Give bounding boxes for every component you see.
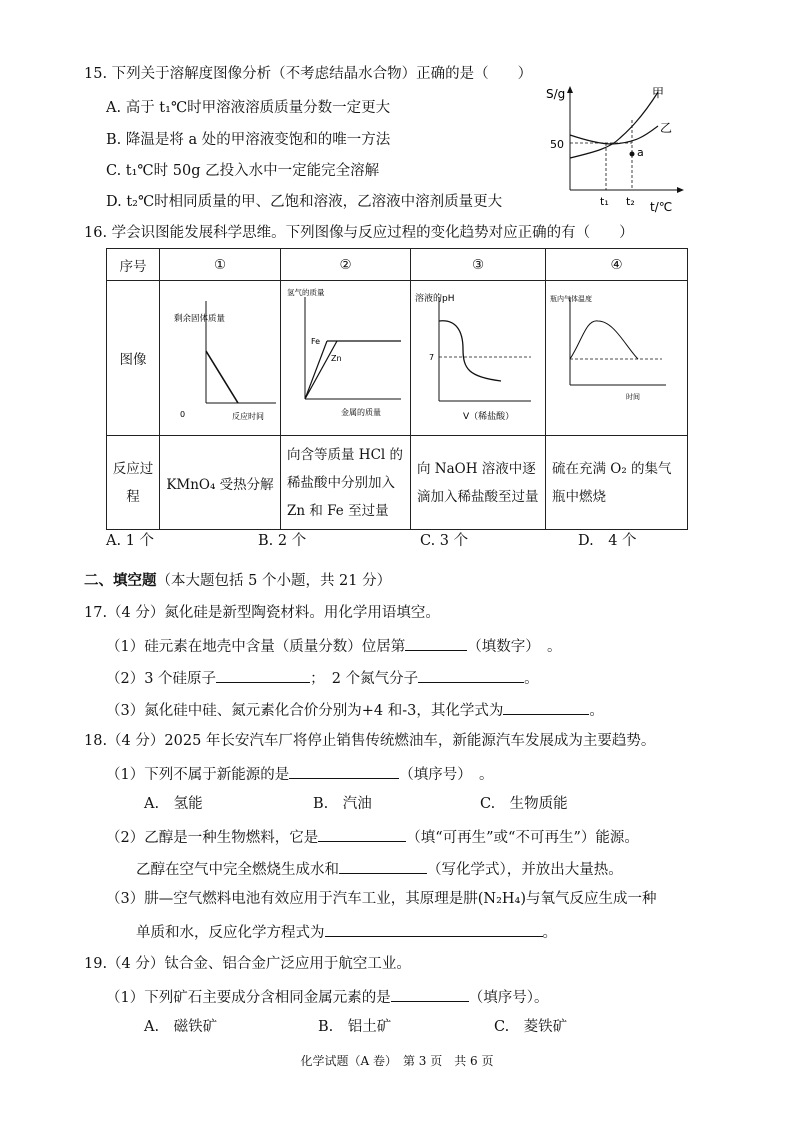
graph-x-tick-t1: t₁	[600, 195, 609, 208]
q17-blank-4[interactable]	[503, 698, 589, 715]
q18-blank-3[interactable]	[339, 857, 427, 874]
q19-part1: （1）下列矿石主要成分含相同金属元素的是 （填序号）。	[106, 985, 548, 1009]
q18-part1: （1）下列不属于新能源的是 （填序号） 。	[106, 762, 493, 786]
section-heading	[84, 570, 391, 592]
g2-x-label: 金属的质量	[341, 408, 381, 417]
graph-1	[160, 281, 280, 431]
q15-option-a: A. 高于 t₁℃时甲溶液溶质质量分数一定更大	[106, 100, 391, 116]
image-row-label: 图像	[107, 281, 160, 436]
g3-y-label: 溶液的pH	[415, 294, 455, 304]
col-header-1: ①	[160, 249, 281, 281]
q18-option-c: C. 生物质能	[480, 796, 568, 812]
graph-4	[546, 281, 687, 431]
q17-part2: （2）3 个硅原子 ； 2 个氮气分子 。	[106, 666, 539, 690]
graph-2-cell	[281, 281, 411, 436]
q19-stem: 19.（4 分）钛合金、铝合金广泛应用于航空工业。	[84, 956, 411, 972]
q16-answer-b: B. 2 个	[258, 533, 307, 549]
graph-4-cell	[546, 281, 688, 436]
g2-zn-label: Zn	[331, 354, 342, 363]
q15-option-b: B. 降温是将 a 处的甲溶液变饱和的唯一方法	[106, 132, 391, 148]
graph-x-label: t/℃	[650, 200, 673, 214]
process-3: 向 NaOH 溶液中逐滴加入稀盐酸至过量	[411, 436, 546, 530]
q17-part1: （1）硅元素在地壳中含量（质量分数）位居第 （填数字） 。	[106, 634, 561, 658]
q19-option-c: C. 菱铁矿	[494, 1019, 568, 1035]
q18-part2-cont: 乙醇在空气中完全燃烧生成水和 （写化学式），并放出大量热。	[136, 857, 623, 881]
q19-blank-1[interactable]	[391, 985, 469, 1002]
q15-option-c: C. t₁℃时 50g 乙投入水中一定能完全溶解	[106, 163, 380, 179]
q17-blank-2[interactable]	[216, 666, 310, 683]
q16-stem: 16. 学会识图能发展科学思维。下列图像与反应过程的变化趋势对应正确的有（ ）	[84, 225, 634, 241]
col-header-4: ④	[546, 249, 688, 281]
graph-y-tick-50: 50	[550, 138, 564, 151]
g1-x-label: 反应时间	[232, 412, 264, 421]
process-4: 硫在充满 O₂ 的集气瓶中燃烧	[546, 436, 688, 530]
col-header-3: ③	[411, 249, 546, 281]
g2-y-label: 氢气的质量	[287, 288, 325, 297]
q18-part2: （2）乙醇是一种生物燃料，它是 （填“可再生”或“不可再生”）能源。	[106, 825, 639, 849]
g1-y-label: 剩余固体质量	[174, 314, 226, 324]
curve-jia-label: 甲	[652, 86, 665, 100]
q17-stem: 17.（4 分）氮化硅是新型陶瓷材料。用化学用语填空。	[84, 605, 440, 621]
q16-table	[106, 248, 688, 530]
graph-y-label: S/g	[546, 87, 566, 101]
q18-option-a: A. 氢能	[144, 796, 203, 812]
g2-fe-label: Fe	[311, 337, 321, 346]
graph-3-cell	[411, 281, 546, 436]
q17-part3: （3）氮化硅中硅、氮元素化合价分别为+4 和-3，其化学式为 。	[106, 698, 604, 722]
q18-stem: 18.（4 分）2025 年长安汽车厂将停止销售传统燃油车，新能源汽车发展成为主要趋势。	[84, 733, 656, 749]
section-note: （本大题包括 5 个小题，共 21 分）	[156, 573, 392, 589]
g4-y-label: 瓶内气体温度	[550, 295, 592, 303]
g3-seven: 7	[429, 353, 435, 362]
curve-yi-label: 乙	[660, 121, 673, 135]
q15-stem: 15. 下列关于溶解度图像分析（不考虑结晶水合物）正确的是（ ）	[84, 66, 533, 82]
q16-answer-d: D. 4 个	[578, 533, 637, 549]
point-a	[630, 152, 635, 157]
process-row-label: 反应过程	[107, 436, 160, 530]
graph-1-cell	[160, 281, 281, 436]
page-footer: 化学试题（A 卷） 第 3 页 共 6 页	[300, 1054, 494, 1068]
header-label: 序号	[107, 249, 160, 281]
q18-option-b: B. 汽油	[313, 796, 372, 812]
graph-3	[411, 281, 545, 431]
g4-x-label: 时间	[626, 393, 640, 401]
q18-part3: （3）肼—空气燃料电池有效应用于汽车工业，其原理是肼(N₂H₄)与氧气反应生成一种	[106, 891, 657, 907]
q15-option-d: D. t₂℃时相同质量的甲、乙饱和溶液，乙溶液中溶剂质量更大	[106, 194, 503, 210]
graph-x-tick-t2: t₂	[626, 195, 635, 208]
q17-blank-1[interactable]	[405, 634, 467, 651]
q18-blank-2[interactable]	[318, 825, 406, 842]
process-1: KMnO₄ 受热分解	[160, 436, 281, 530]
q16-answer-c: C. 3 个	[420, 533, 469, 549]
graph-2	[281, 281, 410, 431]
g3-x-label: V（稀盐酸）	[463, 412, 515, 422]
point-a-label: a	[637, 146, 644, 159]
curve-jia	[570, 92, 658, 158]
q18-blank-1[interactable]	[289, 762, 399, 779]
solubility-graph	[540, 80, 690, 218]
q18-blank-4[interactable]	[325, 920, 543, 937]
q17-blank-3[interactable]	[418, 666, 524, 683]
q19-option-a: A. 磁铁矿	[144, 1019, 218, 1035]
g1-origin: 0	[180, 410, 186, 419]
section-title: 二、填空题	[84, 572, 157, 589]
q16-answer-a: A. 1 个	[106, 533, 155, 549]
q18-part3-cont: 单质和水，反应化学方程式为 。	[136, 920, 557, 944]
process-2: 向含等质量 HCl 的稀盐酸中分别加入 Zn 和 Fe 至过量	[281, 436, 411, 530]
curve-yi	[570, 126, 658, 144]
col-header-2: ②	[281, 249, 411, 281]
q19-option-b: B. 铝土矿	[318, 1019, 392, 1035]
